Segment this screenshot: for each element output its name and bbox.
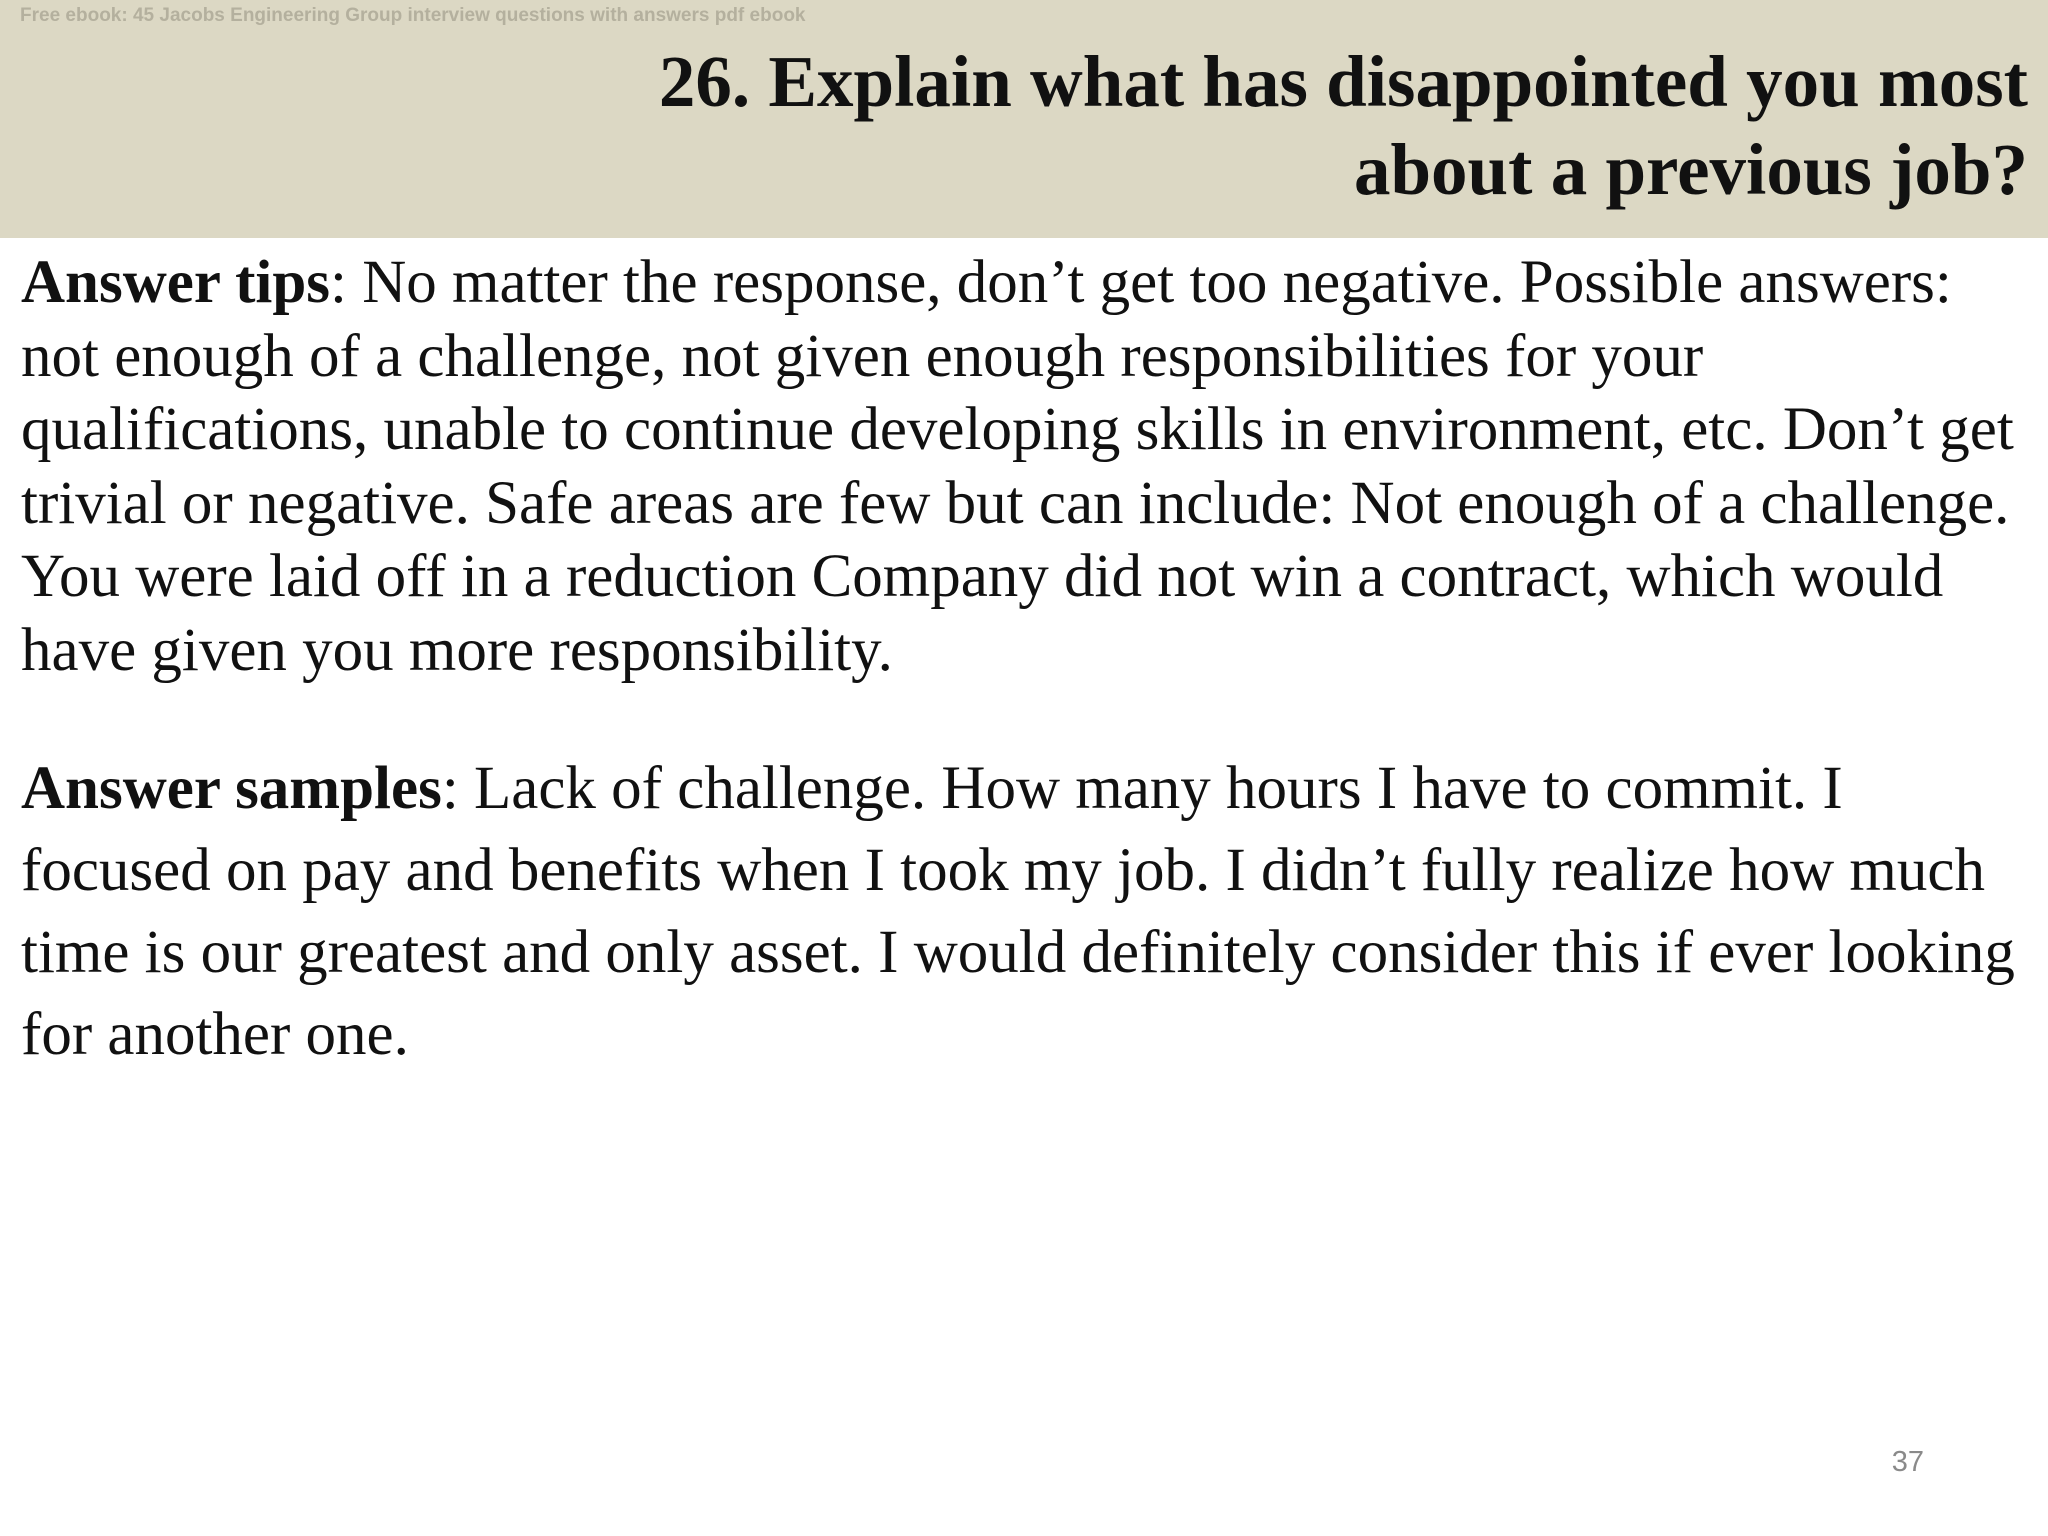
answer-samples-separator: :	[441, 755, 475, 822]
answer-tips-paragraph	[21, 246, 2021, 687]
answer-samples-text: Lack of challenge. How many hours I have to commit. I focused on pay and benefits when I took my job. I didn’t fully realize how much time is our greatest and only asset. I would definitely consider this if ever looking for another one.	[21, 755, 2015, 1068]
answer-samples-paragraph	[21, 748, 2021, 1076]
question-title: 26. Explain what has disappointed you most about a previous job?	[658, 41, 2028, 210]
slide-header	[0, 0, 2048, 238]
watermark-text: Free ebook: 45 Jacobs Engineering Group interview questions with answers pdf ebook	[20, 5, 806, 26]
answer-tips-label: Answer tips	[21, 249, 330, 316]
answer-tips-separator: :	[330, 249, 363, 316]
answer-samples-label: Answer samples	[21, 755, 442, 822]
answer-tips-text: No matter the response, don’t get too negative. Possible answers: not enough of a challenge, not given enough responsibilities for your qualifications, unable to continue developing skills in environment, etc. Don’t get trivial or negative. Safe areas are few but can include: Not enough of a challenge. You were laid off in a reduction Company did not win a contract, which would have given you more responsibility.	[21, 249, 2014, 684]
page-number: 37	[1891, 1446, 1924, 1478]
